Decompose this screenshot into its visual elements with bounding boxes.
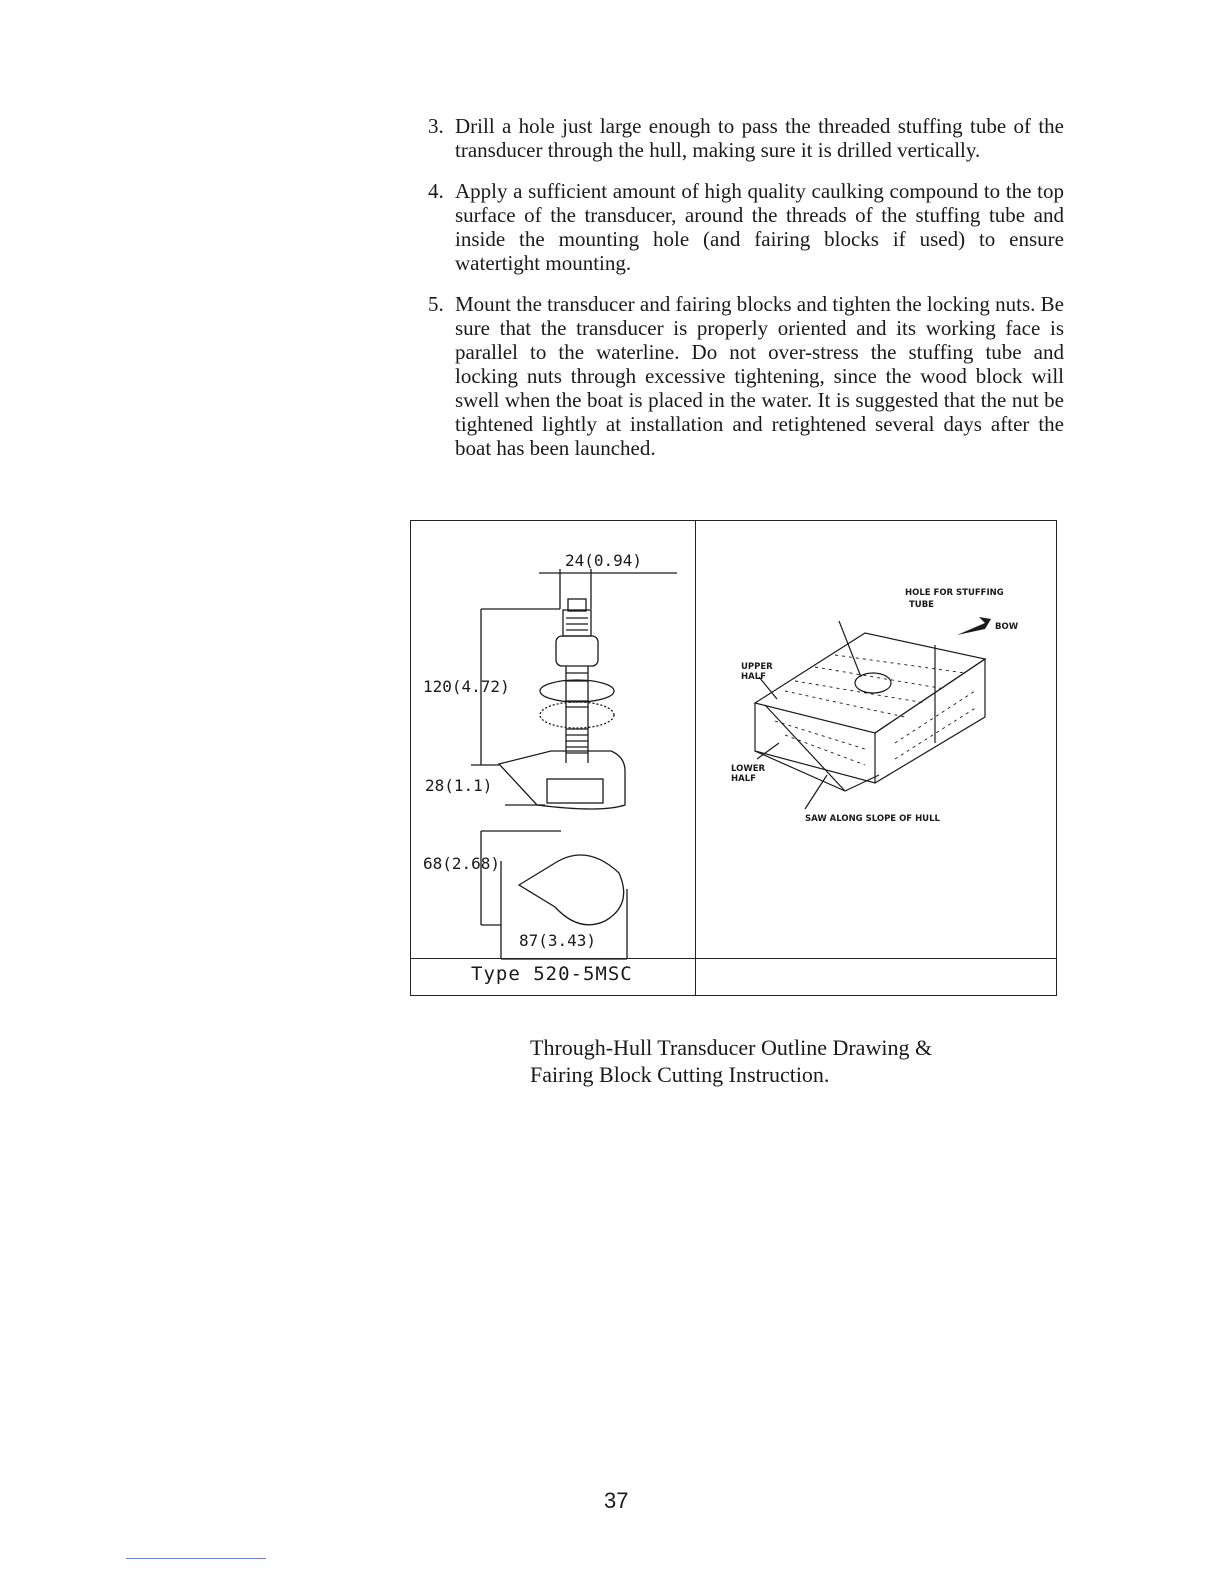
fairing-block-panel bbox=[695, 521, 1056, 995]
label-hole: HOLE FOR STUFFING bbox=[905, 588, 1004, 598]
fairing-block-drawing bbox=[695, 521, 1057, 995]
instruction-list bbox=[424, 114, 1064, 477]
figure-caption bbox=[530, 1034, 1050, 1088]
type-bar bbox=[411, 958, 1056, 995]
dim-base-width: 68(2.68) bbox=[423, 854, 501, 873]
label-upper-2: HALF bbox=[741, 672, 766, 682]
dim-base-height: 28(1.1) bbox=[425, 776, 493, 795]
label-upper: UPPER bbox=[741, 662, 773, 672]
instruction-step-3 bbox=[424, 114, 1064, 162]
dim-height: 120(4.72) bbox=[423, 677, 510, 696]
label-lower-2: HALF bbox=[731, 774, 756, 784]
label-lower: LOWER bbox=[731, 764, 766, 774]
label-hole-2: TUBE bbox=[909, 600, 934, 610]
footer-rule bbox=[126, 1558, 266, 1559]
label-saw: SAW ALONG SLOPE OF HULL bbox=[805, 814, 940, 824]
dim-tube-width: 24(0.94) bbox=[565, 551, 643, 570]
figure-box bbox=[410, 520, 1057, 996]
transducer-outline-panel bbox=[411, 521, 696, 995]
step-text: Drill a hole just large enough to pass the threaded stuffing tube of the transducer through the hull, making sure it is drilled vertically. bbox=[455, 114, 1064, 162]
step-number: 5. bbox=[428, 292, 444, 316]
page-number: 37 bbox=[604, 1488, 629, 1513]
step-number: 4. bbox=[428, 179, 444, 203]
caption-line-1: Through-Hull Transducer Outline Drawing & bbox=[530, 1035, 933, 1060]
label-bow: BOW bbox=[995, 622, 1019, 632]
transducer-outline-drawing bbox=[411, 521, 695, 961]
step-text: Mount the transducer and fairing blocks and tighten the locking nuts. Be sure that the transducer is properly oriented and its working face is parallel to the waterline. Do not over-stress the stuffing tube and locking nuts through excessive tightening, since the wood block will swell when the boat is placed in the water. It is suggested that the nut be tightened lightly at installation and retightened several days after the boat has been launched. bbox=[455, 292, 1064, 460]
step-number: 3. bbox=[428, 114, 444, 138]
instruction-step-4 bbox=[424, 179, 1064, 275]
caption-line-2: Fairing Block Cutting Instruction. bbox=[530, 1062, 830, 1087]
dim-base-length: 87(3.43) bbox=[519, 931, 597, 950]
step-text: Apply a sufficient amount of high quality caulking compound to the top surface of the transducer, around the threads of the stuffing tube and inside the mounting hole (and fairing blocks if used) to ensure watertight mounting. bbox=[455, 179, 1064, 275]
instruction-step-5 bbox=[424, 292, 1064, 460]
type-label: Type 520-5MSC bbox=[471, 963, 633, 985]
